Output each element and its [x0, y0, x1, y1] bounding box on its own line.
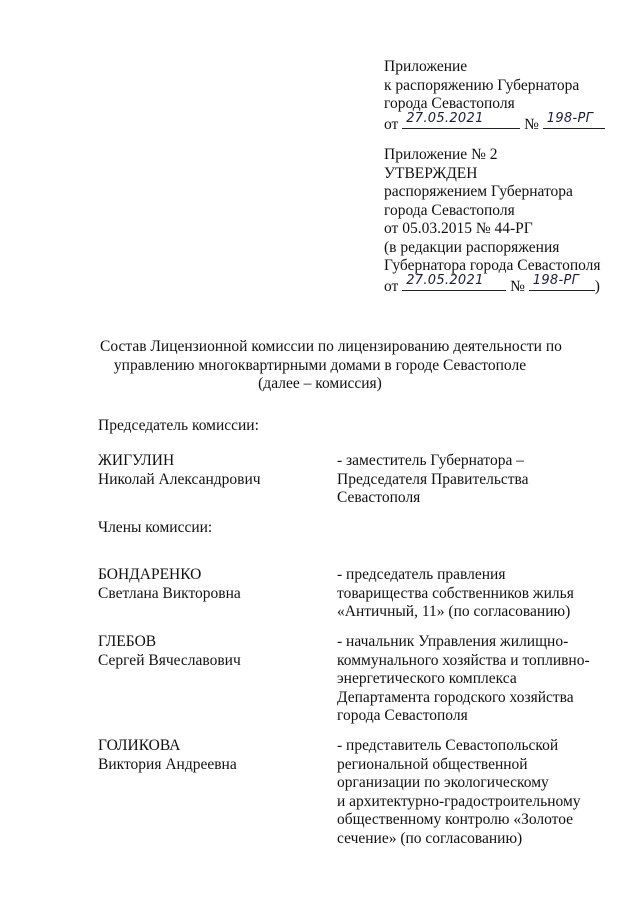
role-line: коммунального хозяйства и топливно-	[337, 651, 590, 669]
person-name	[98, 633, 328, 670]
role-line: «Античный, 11» (по согласованию)	[337, 603, 571, 620]
appendix-header	[384, 58, 624, 134]
surname: БОНДАРЕНКО	[98, 566, 202, 583]
person-role	[337, 566, 607, 622]
role-line: Департамента городского хозяйства	[337, 688, 574, 706]
date-field	[402, 273, 506, 291]
role-line: организации по экологическому	[337, 774, 549, 791]
from-label: от	[384, 115, 399, 133]
title-line-2: управлению многоквартирными домами в городе Севастополе	[113, 356, 527, 374]
person-name	[98, 566, 328, 603]
appendix2-date-line	[384, 273, 624, 297]
from-label: от	[384, 277, 399, 295]
number-label: №	[524, 115, 539, 133]
closing-paren: )	[594, 277, 600, 295]
appendix2-header	[384, 146, 624, 296]
handwritten-number: 198-РГ	[532, 273, 580, 288]
role-line: общественному контролю «Золотое	[337, 811, 574, 828]
title-line-3: (далее – комиссия)	[258, 375, 382, 392]
role-line: энергетического комплекса	[337, 670, 517, 687]
role-line: региональной общественной	[337, 755, 528, 773]
revision-governor-line: Губернатора города Севастополя	[384, 257, 601, 274]
role-line: Севастополя	[337, 489, 421, 506]
appendix-city-line: города Севастополя	[384, 95, 515, 112]
handwritten-date: 27.05.2021	[406, 273, 484, 288]
surname: ГЛЕБОВ	[98, 633, 157, 650]
person-role	[337, 737, 607, 848]
document-title	[100, 338, 562, 394]
appendix-order-line: к распоряжению Губернатора	[384, 76, 580, 94]
appendix-date-line	[384, 111, 624, 135]
role-line: - председатель правления	[337, 566, 506, 583]
role-line: - начальник Управления жилищно-	[337, 633, 569, 650]
role-line: - представитель Севастопольской	[337, 737, 559, 754]
appendix2-label: Приложение № 2	[384, 146, 498, 163]
role-line: и архитектурно-градостроительному	[337, 792, 581, 810]
person-role	[337, 633, 607, 726]
role-line: товарищества собственников жилья	[337, 584, 574, 602]
number-field	[543, 111, 605, 129]
role-line: Председателя Правительства	[337, 470, 529, 488]
number-field	[529, 273, 595, 291]
role-line: - заместитель Губернатора –	[337, 452, 524, 469]
given-names: Николай Александрович	[98, 470, 261, 488]
handwritten-date: 27.05.2021	[406, 111, 484, 126]
title-line-1: Состав Лицензионной комиссии по лицензированию деятельности по	[100, 338, 562, 355]
surname: ЖИГУЛИН	[98, 452, 175, 469]
role-line: города Севастополя	[337, 707, 468, 724]
appendix-label: Приложение	[384, 58, 468, 75]
person-role	[337, 452, 607, 508]
members-heading: Члены комиссии:	[98, 519, 213, 536]
given-names: Сергей Вячеславович	[98, 651, 241, 669]
approved-label: УТВЕРЖДЕН	[384, 164, 478, 182]
approved-by-line: распоряжением Губернатора	[384, 183, 573, 200]
person-name	[98, 452, 328, 489]
surname: ГОЛИКОВА	[98, 737, 181, 754]
handwritten-number: 198-РГ	[546, 111, 594, 126]
original-order-line: от 05.03.2015 № 44-РГ	[384, 220, 533, 237]
person-name	[98, 737, 328, 774]
revision-line: (в редакции распоряжения	[384, 238, 560, 256]
number-label: №	[510, 277, 525, 295]
approved-city-line: города Севастополя	[384, 201, 515, 219]
given-names: Виктория Андреевна	[98, 755, 237, 773]
date-field	[402, 111, 520, 129]
given-names: Светлана Викторовна	[98, 584, 241, 602]
chair-heading: Председатель комиссии:	[98, 417, 259, 434]
role-line: сечение» (по согласованию)	[337, 829, 523, 847]
